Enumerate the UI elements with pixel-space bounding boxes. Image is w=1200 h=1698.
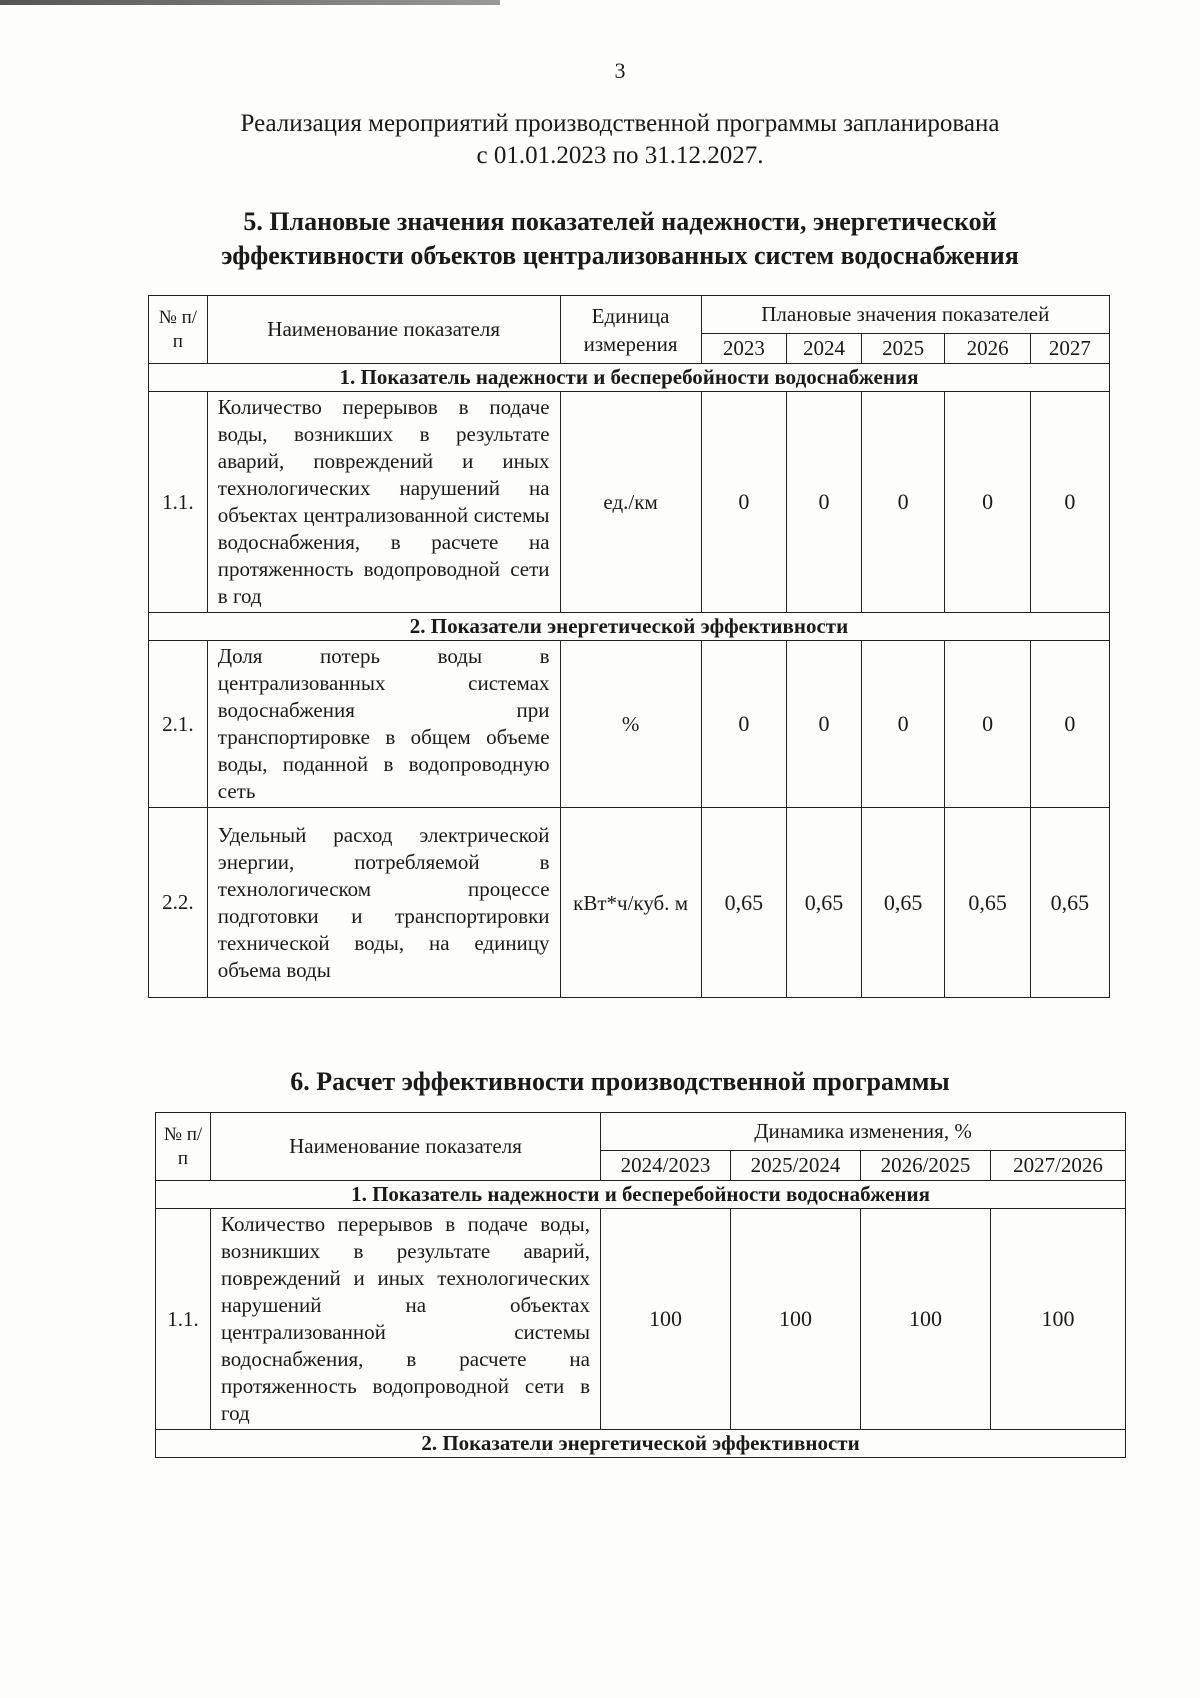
value-cell: 0,65: [1030, 808, 1109, 998]
value-cell: 0: [861, 392, 944, 613]
indicator-name: Количество перерывов в подаче воды, возникших в результате аварий, повреждений и иных технологических нарушений на объектах централизованной системы водоснабжения, в расчете на протяженность водопроводной сети в год: [207, 392, 560, 613]
group-reliability: 1. Показатель надежности и бесперебойности водоснабжения: [156, 1181, 1126, 1209]
row-num: 2.1.: [149, 641, 208, 808]
value-cell: 0: [1030, 641, 1109, 808]
header-period: 2026/2025: [861, 1151, 991, 1181]
header-period: 2027/2026: [991, 1151, 1126, 1181]
value-cell: 0,65: [861, 808, 944, 998]
group-energy: 2. Показатели энергетической эффективности: [156, 1430, 1126, 1458]
value-cell: 0,65: [945, 808, 1031, 998]
value-cell: 100: [731, 1209, 861, 1430]
scan-edge-line: [0, 0, 500, 5]
value-cell: 0,65: [787, 808, 862, 998]
indicator-unit: ед./км: [560, 392, 701, 613]
value-cell: 0: [945, 392, 1031, 613]
intro-text: [150, 108, 1090, 172]
indicator-unit: %: [560, 641, 701, 808]
intro-line-1: Реализация мероприятий производственной программы запланирована: [240, 110, 1000, 137]
row-num: 1.1.: [149, 392, 208, 613]
header-name: Наименование показателя: [207, 296, 560, 364]
value-cell: 0: [701, 641, 787, 808]
value-cell: 0: [787, 641, 862, 808]
value-cell: 0: [701, 392, 787, 613]
value-cell: 0: [787, 392, 862, 613]
header-year: 2025: [861, 334, 944, 364]
header-plan: Плановые значения показателей: [701, 296, 1109, 334]
value-cell: 100: [601, 1209, 731, 1430]
value-cell: 0: [945, 641, 1031, 808]
value-cell: 0: [861, 641, 944, 808]
section-5-title-line-2: эффективности объектов централизованных систем водоснабжения: [221, 241, 1019, 270]
efficiency-table: [155, 1112, 1126, 1458]
value-cell: 0,65: [701, 808, 787, 998]
group-energy: 2. Показатели энергетической эффективности: [149, 613, 1110, 641]
page-number: 3: [614, 58, 626, 83]
header-year: 2024: [787, 334, 862, 364]
planned-values-table: [148, 295, 1110, 998]
header-year: 2027: [1030, 334, 1109, 364]
indicator-unit: кВт*ч/куб. м: [560, 808, 701, 998]
indicator-name: Удельный расход электрической энергии, потребляемой в технологическом процессе подготовки и транспортировки технической воды, на единицу объема воды: [207, 808, 560, 998]
header-unit: Единица измерения: [560, 296, 701, 364]
section-5-title-line-1: 5. Плановые значения показателей надежности, энергетической: [243, 207, 997, 236]
header-num: № п/п: [156, 1113, 211, 1181]
group-reliability: 1. Показатель надежности и бесперебойности водоснабжения: [149, 364, 1110, 392]
header-dynamics: Динамика изменения, %: [601, 1113, 1126, 1151]
header-num: № п/п: [149, 296, 208, 364]
value-cell: 100: [991, 1209, 1126, 1430]
value-cell: 0: [1030, 392, 1109, 613]
header-period: 2025/2024: [731, 1151, 861, 1181]
indicator-name: Количество перерывов в подаче воды, возникших в результате аварий, повреждений и иных технологических нарушений на объектах централизованной системы водоснабжения, в расчете на протяженность водопроводной сети в год: [211, 1209, 601, 1430]
header-year: 2026: [945, 334, 1031, 364]
row-num: 1.1.: [156, 1209, 211, 1430]
header-name: Наименование показателя: [211, 1113, 601, 1181]
section-5-title: [150, 205, 1090, 273]
section-6-title: 6. Расчет эффективности производственной программы: [290, 1067, 950, 1096]
header-year: 2023: [701, 334, 787, 364]
value-cell: 100: [861, 1209, 991, 1430]
intro-line-2: с 01.01.2023 по 31.12.2027.: [476, 142, 764, 169]
header-period: 2024/2023: [601, 1151, 731, 1181]
row-num: 2.2.: [149, 808, 208, 998]
indicator-name: Доля потерь воды в централизованных системах водоснабжения при транспортировке в общем объеме воды, поданной в водопроводную сеть: [207, 641, 560, 808]
